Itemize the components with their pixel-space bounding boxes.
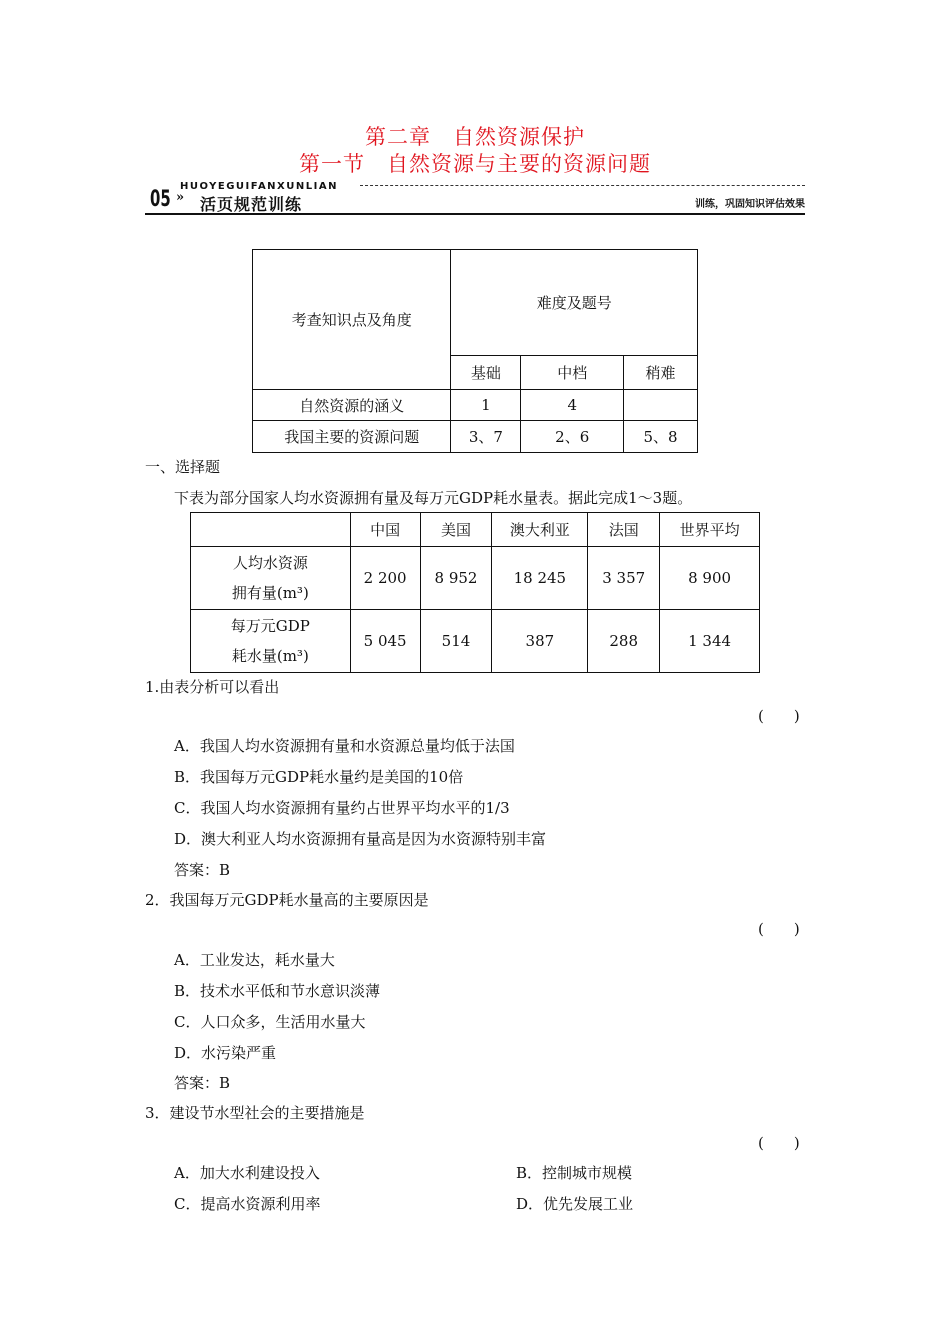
option: D．水污染严重 [174,1044,277,1062]
table-cell: 5 045 [350,610,420,673]
column-header: 美国 [420,513,492,547]
option: A．我国人均水资源拥有量和水资源总量均低于法国 [174,737,515,755]
answer-bracket: ( ) [758,707,800,725]
answer-text: 答案：B [174,861,231,879]
option: A．工业发达，耗水量大 [174,951,335,969]
table-row [191,610,760,673]
banner-dashed-rule [360,185,805,186]
option: C．提高水资源利用率 [174,1195,321,1213]
intro-text: 下表为部分国家人均水资源拥有量及每万元GDP耗水量表。据此完成1～3题。 [174,489,693,507]
row-label-line: 耗水量(m³) [231,647,309,665]
table-cell: 3 357 [588,547,660,610]
table-cell: 8 952 [420,547,492,610]
option: C．我国人均水资源拥有量约占世界平均水平的1/3 [174,799,510,817]
section-title: 第一节 自然资源与主要的资源问题 [299,152,651,176]
table-row [253,421,698,453]
table-corner [191,513,351,547]
table-cell: 2、6 [521,421,624,453]
table-cell: 514 [420,610,492,673]
banner-pinyin: HUOYEGUIFANXUNLIAN [180,181,338,192]
topic-cell: 我国主要的资源问题 [253,421,451,453]
option: B．我国每万元GDP耗水量约是美国的10倍 [174,768,464,786]
answer-bracket: ( ) [758,920,800,938]
option: C．人口众多，生活用水量大 [174,1013,366,1031]
option: D．澳大利亚人均水资源拥有量高是因为水资源特别丰富 [174,830,547,848]
banner-rule [145,213,805,215]
column-header: 法国 [588,513,660,547]
chapter-title: 第二章 自然资源保护 [365,125,585,149]
banner-right-text: 训练，巩固知识评估效果 [695,199,805,210]
option: A．加大水利建设投入 [174,1164,320,1182]
table-row [191,547,760,610]
row-label-line: 人均水资源 [232,554,308,572]
table-cell: 3、7 [451,421,521,453]
column-header: 世界平均 [660,513,760,547]
level-medium: 中档 [521,356,624,390]
table-cell: 18 245 [492,547,588,610]
table-cell: 1 [451,390,521,421]
water-table [190,512,760,673]
section-heading: 一、选择题 [145,458,221,476]
knowledge-table [252,249,698,453]
double-chevron-icon: » [176,190,185,205]
question-stem: 3．建设节水型社会的主要措施是 [145,1104,365,1122]
column-header: 澳大利亚 [492,513,588,547]
row-label-line: 每万元GDP [230,617,310,635]
table-cell: 8 900 [660,547,760,610]
question-stem: 2．我国每万元GDP耗水量高的主要原因是 [145,891,429,909]
row-label [191,610,351,673]
answer-text: 答案：B [174,1074,231,1092]
banner-label: 活页规范训练 [200,195,303,214]
option: D．优先发展工业 [516,1195,634,1213]
banner-number: 05 [150,187,171,212]
topic-cell: 自然资源的涵义 [253,390,451,421]
table-cell: 4 [521,390,624,421]
row-label-line: 拥有量(m³) [231,584,309,602]
knowledge-header-left: 考查知识点及角度 [253,250,451,390]
table-cell: 387 [492,610,588,673]
answer-bracket: ( ) [758,1134,800,1152]
table-cell [624,390,698,421]
table-cell: 1 344 [660,610,760,673]
knowledge-header-right: 难度及题号 [451,250,698,356]
option: B．控制城市规模 [516,1164,633,1182]
option: B．技术水平低和节水意识淡薄 [174,982,381,1000]
table-cell: 5、8 [624,421,698,453]
table-cell: 2 200 [350,547,420,610]
level-hard: 稍难 [624,356,698,390]
level-basic: 基础 [451,356,521,390]
question-stem: 1.由表分析可以看出 [145,678,280,696]
column-header: 中国 [350,513,420,547]
table-cell: 288 [588,610,660,673]
table-row [253,390,698,421]
row-label [191,547,351,610]
